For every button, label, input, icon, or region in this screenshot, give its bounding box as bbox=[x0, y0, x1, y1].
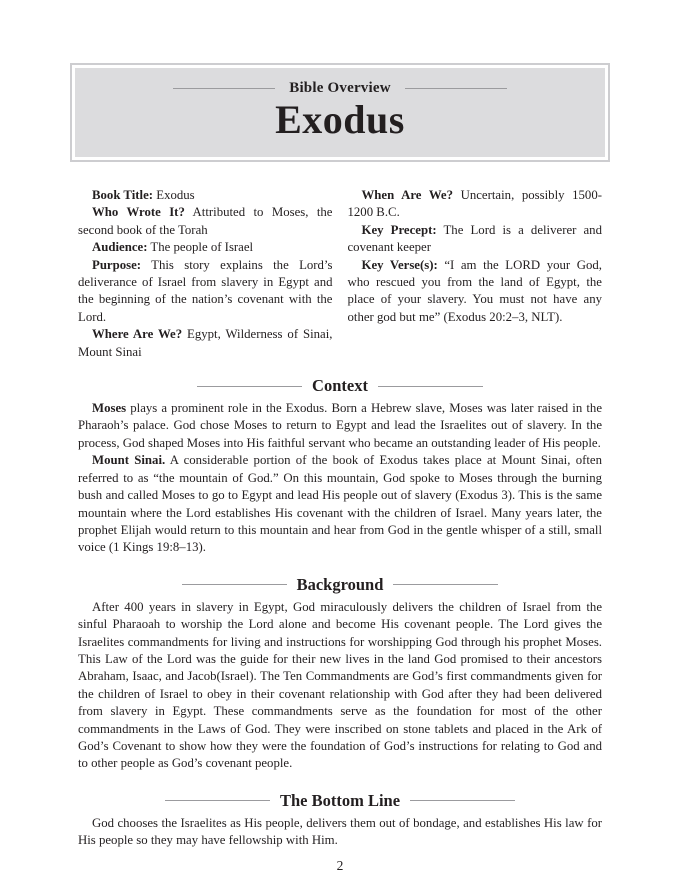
info-item-when-are-we bbox=[348, 187, 603, 222]
heading-rule-right bbox=[378, 386, 483, 387]
paragraph-moses bbox=[78, 400, 602, 452]
kicker-rule-right bbox=[405, 88, 507, 89]
paragraph-text: A considerable portion of the book of Exodus takes place at Mount Sinai, often referred to as “the mountain of God.” On this mountain, God spoke to Moses through the burning bush and called Moses to go to Egypt and lead His people out of slavery (Exodus 3). This is the same mountain where the Lord establishes His covenant with the children of Israel. Many years later, the prophet Elijah would return to this mountain and hear from God in the gentle whisper of a still, small voice (1 Kings 19:8–13). bbox=[78, 453, 602, 555]
section-title: Context bbox=[312, 376, 368, 396]
info-label: Audience: bbox=[92, 240, 148, 255]
section-context-body bbox=[78, 400, 602, 557]
info-label: Book Title: bbox=[92, 188, 154, 202]
info-label: When Are We? bbox=[361, 188, 454, 202]
paragraph-lead: Moses bbox=[92, 401, 127, 416]
section-heading-bottom-line bbox=[0, 790, 680, 812]
info-text: The Lord is a deliverer and covenant keeper bbox=[347, 222, 602, 255]
info-item-purpose bbox=[78, 257, 333, 327]
header-box bbox=[70, 63, 610, 162]
info-item-key-precept bbox=[348, 222, 603, 257]
section-title: The Bottom Line bbox=[279, 790, 401, 810]
info-label: Who Wrote It? bbox=[92, 205, 185, 220]
info-item-where-are-we bbox=[78, 326, 333, 361]
section-heading-context bbox=[0, 375, 680, 397]
heading-rule-left bbox=[197, 386, 302, 387]
paragraph-bottom-line: God chooses the Israelites as His people, delivers them out of bondage, and establishes His law for His people so they may have fellowship with Him. bbox=[78, 815, 602, 848]
header-inner bbox=[75, 68, 605, 157]
heading-rule-right bbox=[393, 584, 498, 585]
paragraph-background: After 400 years in slavery in Egypt, God miraculously delivers the children of Israel from the sinful Pharaoah to worship the Lord alone and become His covenant people. The Lord gives the Israelites commandments for living and instructions for worshipping God through his prophet Moses. This Law of the Lord was the guide for their new lives in the land God promised to their ancestors Abraham, Isaac, and Jacob(Israel). The Ten Commandments are God’s first commandments given for the children of Israel to obey in their covenant relationship with God after they had been delivered from slavery in Egypt. These commandments serve as the foundation for most of the other commandments in the Laws of God. They were inscribed on stone tablets and placed in the Ark of God’s Covenant to show how they were the foundation of God’s instructions for relating to God and to other people as God’s covenant people. bbox=[78, 599, 602, 771]
section-title: Background bbox=[296, 574, 384, 594]
paragraph-text: plays a prominent role in the Exodus. Born a Hebrew slave, Moses was later raised in the Pharaoh’s palace. God chose Moses to return to Egypt and lead the Israelites out of slavery. In the process, God shaped Moses into His faithful servant who became an outstanding leader of His people. bbox=[78, 401, 602, 450]
info-label: Key Verse(s): bbox=[361, 257, 438, 272]
book-title: Exodus bbox=[275, 97, 405, 142]
kicker-rule-left bbox=[173, 88, 275, 89]
info-item-key-verses bbox=[348, 257, 603, 327]
section-heading-background bbox=[0, 574, 680, 596]
info-column-left bbox=[78, 187, 333, 361]
info-text: Exodus bbox=[153, 188, 195, 202]
info-text: Egypt, Wilderness of Sinai, Mount Sinai bbox=[78, 327, 333, 359]
info-text: This story explains the Lord’s deliverance of Israel from slavery in Egypt and the beginning of the nation’s covenant with the Lord. bbox=[78, 257, 333, 324]
paragraph-lead: Mount Sinai. bbox=[92, 453, 166, 468]
info-columns bbox=[78, 187, 602, 361]
info-label: Key Precept: bbox=[361, 222, 437, 237]
info-label: Purpose: bbox=[92, 257, 142, 272]
info-item-audience bbox=[78, 239, 333, 256]
info-text: “I am the LORD your God, who rescued you from the land of Egypt, the place of your slavery. You must not have any other god but me” (Exodus 20:2–3, NLT). bbox=[347, 257, 603, 324]
info-text: The people of Israel bbox=[147, 240, 254, 255]
info-text: Uncertain, possibly 1500-1200 B.C. bbox=[347, 188, 602, 220]
info-text: Attributed to Moses, the second book of the Torah bbox=[78, 205, 333, 237]
paragraph-mount-sinai bbox=[78, 452, 602, 556]
series-kicker: Bible Overview bbox=[289, 80, 391, 96]
info-label: Where Are We? bbox=[92, 327, 183, 342]
kicker-row bbox=[75, 80, 605, 97]
heading-rule-right bbox=[410, 800, 515, 801]
page-number: 2 bbox=[336, 858, 344, 873]
heading-rule-left bbox=[165, 800, 270, 801]
heading-rule-left bbox=[182, 584, 287, 585]
section-bottom-line-body bbox=[78, 815, 602, 850]
section-background-body bbox=[78, 599, 602, 773]
info-column-right bbox=[348, 187, 603, 361]
info-item-book-title bbox=[78, 187, 333, 204]
info-item-who-wrote-it bbox=[78, 204, 333, 239]
